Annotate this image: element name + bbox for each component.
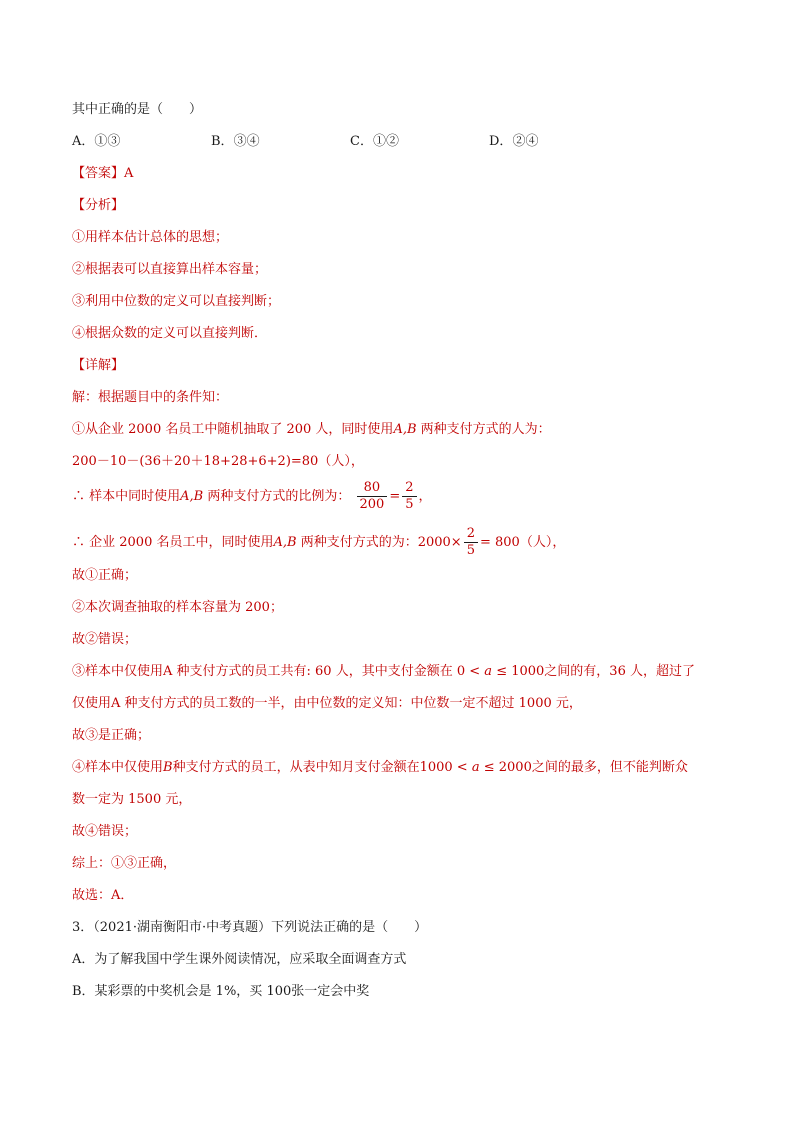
option-b: B．③④ bbox=[211, 134, 260, 149]
detail-p7: 故②错误； bbox=[72, 632, 138, 647]
detail-label: 【详解】 bbox=[72, 358, 125, 373]
detail-p14: 综上：①③正确， bbox=[72, 856, 177, 871]
detail-p8: ③样本中仅使用A 种支付方式的员工共有: 60 人，其中支付金额在 0 < a ≤ 1000之间的有，36 人，超过了 bbox=[72, 664, 695, 679]
option-d: D．②④ bbox=[489, 134, 539, 149]
analysis-item-2: ②根据表可以直接算出样本容量； bbox=[72, 262, 268, 277]
answer-label: 【答案】 bbox=[72, 166, 125, 181]
detail-p9: 仅使用A 种支付方式的员工数的一半，由中位数的定义知：中位数一定不超过 1000 元， bbox=[72, 696, 582, 711]
analysis-label: 【分析】 bbox=[72, 198, 125, 213]
detail-p15: 故选：A． bbox=[72, 888, 134, 903]
next-question-option-a: A．为了解我国中学生课外阅读情况，应采取全面调查方式 bbox=[72, 952, 407, 967]
fraction-2-5-b: $\frac{2}{5}$ bbox=[464, 526, 478, 559]
detail-p2: 200－10－(36＋20＋18+28+6+2)=80（人）， bbox=[72, 454, 364, 469]
detail-p13: 故④错误； bbox=[72, 824, 138, 839]
next-question-option-b: B．某彩票的中奖机会是 1%，买 100张一定会中奖 bbox=[72, 984, 370, 999]
option-c: C．①② bbox=[350, 134, 399, 149]
options-row bbox=[72, 132, 628, 152]
detail-p4: ∴ 企业 2000 名员工中，同时使用A,B 两种支付方式的为：2000× $\frac{2}{5}$ = 800（人）， bbox=[72, 526, 566, 558]
fraction-80-200: $\frac{80}{200}$ bbox=[357, 480, 388, 513]
detail-p6: ②本次调查抽取的样本容量为 200； bbox=[72, 600, 283, 615]
detail-p11: ④样本中仅使用B种支付方式的员工，从表中知月支付金额在1000 < a ≤ 2000之间的最多，但不能判断众 bbox=[72, 760, 688, 775]
next-question-stem: 3．（2021·湖南衡阳市·中考真题）下列说法正确的是（ ） bbox=[72, 920, 428, 935]
detail-p1: ①从企业 2000 名员工中随机抽取了 200 人，同时使用A,B 两种支付方式的人为： bbox=[72, 422, 551, 437]
fraction-2-5: $\frac{2}{5}$ bbox=[402, 480, 416, 513]
analysis-item-1: ①用样本估计总体的思想； bbox=[72, 230, 229, 245]
analysis-item-4: ④根据众数的定义可以直接判断． bbox=[72, 326, 268, 341]
detail-p12: 数一定为 1500 元， bbox=[72, 792, 192, 807]
question-tail: 其中正确的是（ ） bbox=[72, 102, 203, 117]
detail-p5: 故①正确； bbox=[72, 568, 138, 583]
option-a: A．①③ bbox=[72, 134, 121, 149]
answer-value: A bbox=[124, 166, 134, 181]
detail-p10: 故③是正确； bbox=[72, 728, 151, 743]
detail-p3: ∴ 样本中同时使用A,B 两种支付方式的比例为： $\frac{80}{200}$ = $\frac{2}{5}$ ， bbox=[72, 480, 432, 512]
detail-intro: 解：根据题目中的条件知： bbox=[72, 390, 229, 405]
analysis-item-3: ③利用中位数的定义可以直接判断； bbox=[72, 294, 281, 309]
answer-line bbox=[72, 164, 133, 184]
